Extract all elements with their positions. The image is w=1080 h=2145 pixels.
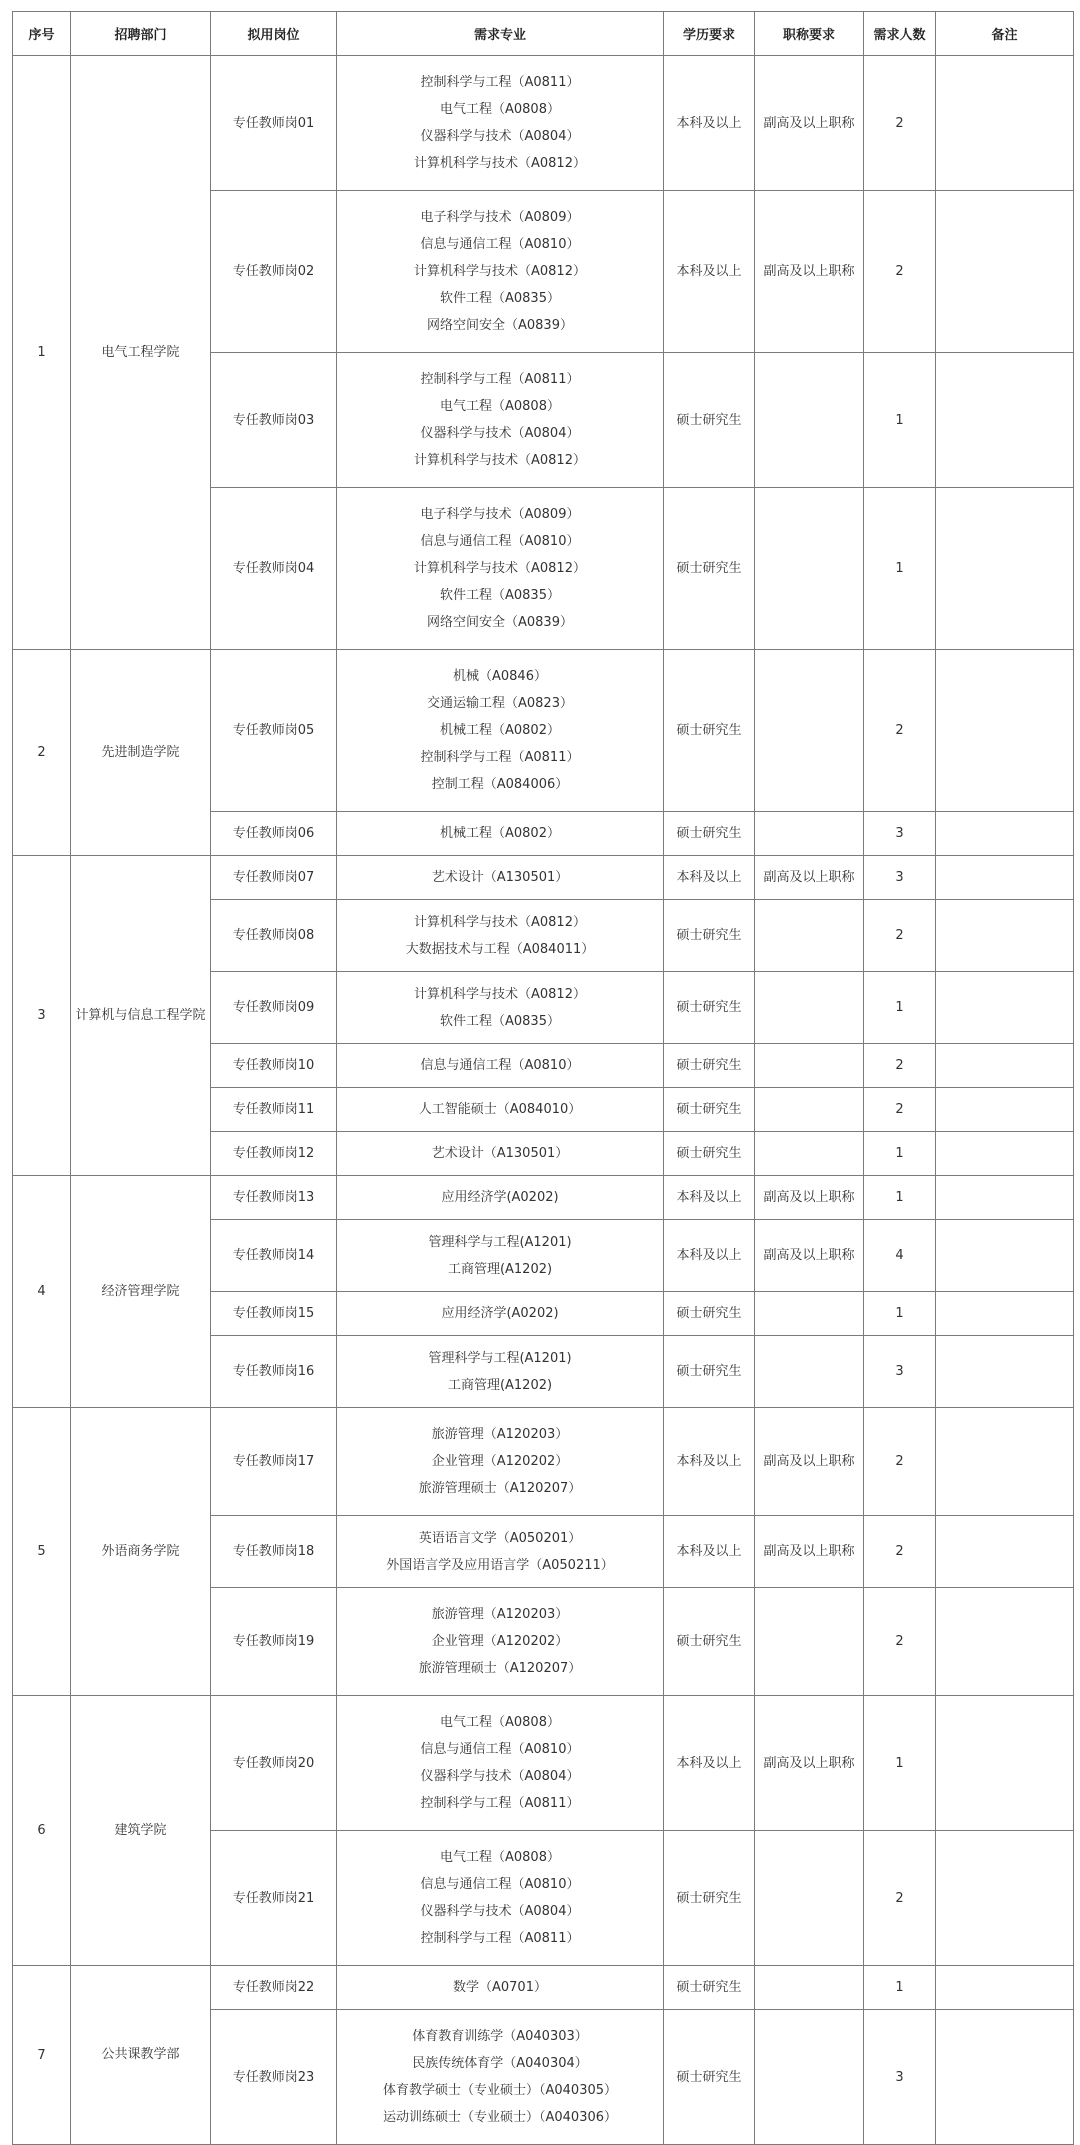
education-requirement: 硕士研究生 — [664, 1132, 755, 1176]
education-requirement: 硕士研究生 — [664, 1831, 755, 1966]
note — [936, 1132, 1074, 1176]
table-row — [13, 1408, 1074, 1516]
major-item: 旅游管理硕士（A120207） — [418, 1481, 582, 1496]
title-requirement — [755, 650, 864, 812]
note — [936, 1831, 1074, 1966]
row-index: 2 — [13, 650, 71, 856]
major-list — [337, 1966, 664, 2010]
major-item: 计算机科学与技术（A0812） — [414, 156, 586, 171]
headcount: 1 — [864, 1696, 936, 1831]
position-name: 专任教师岗03 — [211, 353, 337, 488]
major-item: 信息与通信工程（A0810） — [420, 1058, 580, 1073]
major-item: 信息与通信工程（A0810） — [420, 1877, 580, 1892]
education-requirement: 本科及以上 — [664, 1220, 755, 1292]
major-item: 应用经济学(A0202) — [441, 1306, 559, 1321]
note — [936, 1044, 1074, 1088]
major-item: 工商管理(A1202) — [447, 1377, 553, 1393]
headcount: 1 — [864, 353, 936, 488]
major-list — [337, 900, 664, 972]
title-requirement — [755, 1588, 864, 1696]
headcount: 3 — [864, 856, 936, 900]
major-list — [337, 1132, 664, 1176]
title-requirement: 副高及以上职称 — [755, 1516, 864, 1588]
note — [936, 1966, 1074, 2010]
major-item: 艺术设计（A130501） — [431, 1146, 569, 1161]
title-requirement: 副高及以上职称 — [755, 191, 864, 353]
title-requirement — [755, 1044, 864, 1088]
education-requirement: 本科及以上 — [664, 1176, 755, 1220]
position-name: 专任教师岗01 — [211, 56, 337, 191]
education-requirement: 硕士研究生 — [664, 353, 755, 488]
header-note: 备注 — [936, 12, 1074, 56]
department-name: 建筑学院 — [71, 1696, 211, 1966]
position-name: 专任教师岗21 — [211, 1831, 337, 1966]
major-list — [337, 1336, 664, 1408]
header-major: 需求专业 — [337, 12, 664, 56]
position-name: 专任教师岗12 — [211, 1132, 337, 1176]
major-item: 旅游管理（A120203） — [431, 1427, 569, 1442]
education-requirement: 本科及以上 — [664, 1408, 755, 1516]
major-item: 人工智能硕士（A084010） — [418, 1102, 582, 1117]
headcount: 1 — [864, 972, 936, 1044]
note — [936, 812, 1074, 856]
table-body — [13, 56, 1074, 2145]
education-requirement: 硕士研究生 — [664, 1044, 755, 1088]
recruitment-table-container — [12, 11, 1073, 2145]
major-item: 电气工程（A0808） — [440, 1850, 560, 1865]
recruitment-table — [12, 11, 1074, 2145]
major-item: 电气工程（A0808） — [440, 1715, 560, 1730]
note — [936, 1088, 1074, 1132]
header-count: 需求人数 — [864, 12, 936, 56]
major-list — [337, 1220, 664, 1292]
headcount: 1 — [864, 1132, 936, 1176]
note — [936, 1516, 1074, 1588]
position-name: 专任教师岗16 — [211, 1336, 337, 1408]
header-position: 拟用岗位 — [211, 12, 337, 56]
major-item: 仪器科学与技术（A0804） — [420, 426, 580, 441]
headcount: 2 — [864, 1044, 936, 1088]
note — [936, 191, 1074, 353]
position-name: 专任教师岗08 — [211, 900, 337, 972]
position-name: 专任教师岗20 — [211, 1696, 337, 1831]
headcount: 4 — [864, 1220, 936, 1292]
note — [936, 1696, 1074, 1831]
position-name: 专任教师岗22 — [211, 1966, 337, 2010]
education-requirement: 本科及以上 — [664, 56, 755, 191]
table-row — [13, 1696, 1074, 1831]
major-item: 英语语言文学（A050201） — [418, 1530, 582, 1546]
major-list — [337, 1044, 664, 1088]
title-requirement — [755, 1088, 864, 1132]
headcount: 2 — [864, 650, 936, 812]
major-item: 软件工程（A0835） — [440, 1013, 560, 1029]
major-item: 网络空间安全（A0839） — [427, 615, 573, 630]
education-requirement: 硕士研究生 — [664, 650, 755, 812]
major-item: 艺术设计（A130501） — [431, 870, 569, 885]
education-requirement: 硕士研究生 — [664, 1588, 755, 1696]
position-name: 专任教师岗05 — [211, 650, 337, 812]
table-header-row — [13, 12, 1074, 56]
major-list — [337, 1831, 664, 1966]
headcount: 3 — [864, 812, 936, 856]
department-name: 公共课教学部 — [71, 1966, 211, 2145]
note — [936, 1336, 1074, 1408]
major-list — [337, 191, 664, 353]
department-name: 先进制造学院 — [71, 650, 211, 856]
title-requirement — [755, 2010, 864, 2145]
major-list — [337, 1408, 664, 1516]
note — [936, 856, 1074, 900]
title-requirement — [755, 900, 864, 972]
header-education: 学历要求 — [664, 12, 755, 56]
major-item: 电气工程（A0808） — [440, 102, 560, 117]
major-item: 网络空间安全（A0839） — [427, 318, 573, 333]
major-item: 控制科学与工程（A0811） — [420, 750, 580, 765]
department-name: 外语商务学院 — [71, 1408, 211, 1696]
title-requirement: 副高及以上职称 — [755, 1176, 864, 1220]
major-item: 体育教学硕士（专业硕士）（A040305） — [382, 2083, 618, 2098]
headcount: 2 — [864, 900, 936, 972]
education-requirement: 硕士研究生 — [664, 900, 755, 972]
major-list — [337, 650, 664, 812]
major-item: 控制科学与工程（A0811） — [420, 75, 580, 90]
note — [936, 1292, 1074, 1336]
title-requirement — [755, 1966, 864, 2010]
table-row — [13, 56, 1074, 191]
table-row — [13, 1176, 1074, 1220]
major-list — [337, 856, 664, 900]
note — [936, 1588, 1074, 1696]
major-list — [337, 972, 664, 1044]
major-list — [337, 56, 664, 191]
headcount: 2 — [864, 1831, 936, 1966]
title-requirement: 副高及以上职称 — [755, 1220, 864, 1292]
major-item: 计算机科学与技术（A0812） — [414, 453, 586, 468]
headcount: 2 — [864, 1408, 936, 1516]
education-requirement: 本科及以上 — [664, 856, 755, 900]
note — [936, 1176, 1074, 1220]
row-index: 3 — [13, 856, 71, 1176]
row-index: 7 — [13, 1966, 71, 2145]
position-name: 专任教师岗17 — [211, 1408, 337, 1516]
major-item: 计算机科学与技术（A0812） — [414, 561, 586, 576]
department-name: 电气工程学院 — [71, 56, 211, 650]
position-name: 专任教师岗23 — [211, 2010, 337, 2145]
header-index: 序号 — [13, 12, 71, 56]
position-name: 专任教师岗04 — [211, 488, 337, 650]
header-department: 招聘部门 — [71, 12, 211, 56]
title-requirement: 副高及以上职称 — [755, 1696, 864, 1831]
major-item: 仪器科学与技术（A0804） — [420, 1769, 580, 1784]
headcount: 2 — [864, 1088, 936, 1132]
note — [936, 972, 1074, 1044]
education-requirement: 硕士研究生 — [664, 1966, 755, 2010]
education-requirement: 硕士研究生 — [664, 1336, 755, 1408]
table-row — [13, 1966, 1074, 2010]
major-item: 交通运输工程（A0823） — [427, 696, 573, 711]
row-index: 5 — [13, 1408, 71, 1696]
major-item: 应用经济学(A0202) — [441, 1190, 559, 1205]
row-index: 4 — [13, 1176, 71, 1408]
major-item: 外国语言学及应用语言学（A050211） — [386, 1557, 614, 1573]
education-requirement: 硕士研究生 — [664, 488, 755, 650]
major-item: 仪器科学与技术（A0804） — [420, 129, 580, 144]
title-requirement — [755, 1336, 864, 1408]
major-item: 控制科学与工程（A0811） — [420, 372, 580, 387]
title-requirement — [755, 1831, 864, 1966]
headcount: 2 — [864, 56, 936, 191]
note — [936, 488, 1074, 650]
position-name: 专任教师岗07 — [211, 856, 337, 900]
position-name: 专任教师岗09 — [211, 972, 337, 1044]
title-requirement — [755, 1292, 864, 1336]
major-item: 信息与通信工程（A0810） — [420, 534, 580, 549]
major-list — [337, 1588, 664, 1696]
major-item: 机械工程（A0802） — [440, 826, 560, 841]
education-requirement: 本科及以上 — [664, 191, 755, 353]
major-item: 机械工程（A0802） — [440, 723, 560, 738]
major-item: 企业管理（A120202） — [431, 1454, 569, 1469]
note — [936, 1408, 1074, 1516]
major-item: 计算机科学与技术（A0812） — [414, 986, 586, 1002]
major-item: 旅游管理（A120203） — [431, 1607, 569, 1622]
headcount: 1 — [864, 488, 936, 650]
note — [936, 353, 1074, 488]
education-requirement: 本科及以上 — [664, 1516, 755, 1588]
position-name: 专任教师岗14 — [211, 1220, 337, 1292]
note — [936, 650, 1074, 812]
position-name: 专任教师岗06 — [211, 812, 337, 856]
title-requirement — [755, 812, 864, 856]
major-item: 电子科学与技术（A0809） — [420, 507, 580, 522]
major-item: 管理科学与工程(A1201) — [428, 1350, 572, 1366]
major-item: 数学（A0701） — [453, 1980, 547, 1995]
major-item: 工商管理(A1202) — [447, 1261, 553, 1277]
education-requirement: 硕士研究生 — [664, 972, 755, 1044]
headcount: 3 — [864, 2010, 936, 2145]
row-index: 6 — [13, 1696, 71, 1966]
headcount: 1 — [864, 1176, 936, 1220]
row-index: 1 — [13, 56, 71, 650]
department-name: 经济管理学院 — [71, 1176, 211, 1408]
position-name: 专任教师岗11 — [211, 1088, 337, 1132]
title-requirement: 副高及以上职称 — [755, 856, 864, 900]
major-item: 计算机科学与技术（A0812） — [414, 264, 586, 279]
department-name: 计算机与信息工程学院 — [71, 856, 211, 1176]
major-list — [337, 488, 664, 650]
major-item: 控制工程（A084006） — [431, 777, 569, 792]
table-row — [13, 856, 1074, 900]
title-requirement — [755, 972, 864, 1044]
major-list — [337, 1516, 664, 1588]
title-requirement: 副高及以上职称 — [755, 1408, 864, 1516]
title-requirement — [755, 1132, 864, 1176]
major-item: 计算机科学与技术（A0812） — [414, 914, 586, 930]
position-name: 专任教师岗02 — [211, 191, 337, 353]
major-item: 体育教育训练学（A040303） — [412, 2029, 588, 2044]
headcount: 1 — [864, 1292, 936, 1336]
position-name: 专任教师岗10 — [211, 1044, 337, 1088]
major-item: 管理科学与工程(A1201) — [428, 1234, 572, 1250]
title-requirement — [755, 353, 864, 488]
major-item: 控制科学与工程（A0811） — [420, 1796, 580, 1811]
headcount: 3 — [864, 1336, 936, 1408]
major-item: 控制科学与工程（A0811） — [420, 1931, 580, 1946]
education-requirement: 硕士研究生 — [664, 1292, 755, 1336]
major-item: 民族传统体育学（A040304） — [412, 2056, 588, 2071]
major-item: 电气工程（A0808） — [440, 399, 560, 414]
major-list — [337, 2010, 664, 2145]
major-item: 机械（A0846） — [453, 669, 547, 684]
note — [936, 900, 1074, 972]
education-requirement: 硕士研究生 — [664, 2010, 755, 2145]
major-item: 软件工程（A0835） — [440, 291, 560, 306]
major-item: 大数据技术与工程（A084011） — [405, 941, 595, 957]
table-row — [13, 650, 1074, 812]
note — [936, 1220, 1074, 1292]
major-item: 信息与通信工程（A0810） — [420, 1742, 580, 1757]
note — [936, 56, 1074, 191]
position-name: 专任教师岗15 — [211, 1292, 337, 1336]
major-item: 电子科学与技术（A0809） — [420, 210, 580, 225]
major-list — [337, 353, 664, 488]
title-requirement: 副高及以上职称 — [755, 56, 864, 191]
headcount: 2 — [864, 191, 936, 353]
major-list — [337, 1696, 664, 1831]
education-requirement: 本科及以上 — [664, 1696, 755, 1831]
position-name: 专任教师岗13 — [211, 1176, 337, 1220]
education-requirement: 硕士研究生 — [664, 812, 755, 856]
major-item: 运动训练硕士（专业硕士）（A040306） — [382, 2110, 618, 2125]
major-list — [337, 1176, 664, 1220]
position-name: 专任教师岗18 — [211, 1516, 337, 1588]
headcount: 2 — [864, 1516, 936, 1588]
major-list — [337, 1292, 664, 1336]
major-item: 仪器科学与技术（A0804） — [420, 1904, 580, 1919]
headcount: 2 — [864, 1588, 936, 1696]
header-title: 职称要求 — [755, 12, 864, 56]
education-requirement: 硕士研究生 — [664, 1088, 755, 1132]
headcount: 1 — [864, 1966, 936, 2010]
major-list — [337, 1088, 664, 1132]
major-item: 企业管理（A120202） — [431, 1634, 569, 1649]
position-name: 专任教师岗19 — [211, 1588, 337, 1696]
major-item: 信息与通信工程（A0810） — [420, 237, 580, 252]
major-item: 旅游管理硕士（A120207） — [418, 1661, 582, 1676]
note — [936, 2010, 1074, 2145]
title-requirement — [755, 488, 864, 650]
major-list — [337, 812, 664, 856]
major-item: 软件工程（A0835） — [440, 588, 560, 603]
